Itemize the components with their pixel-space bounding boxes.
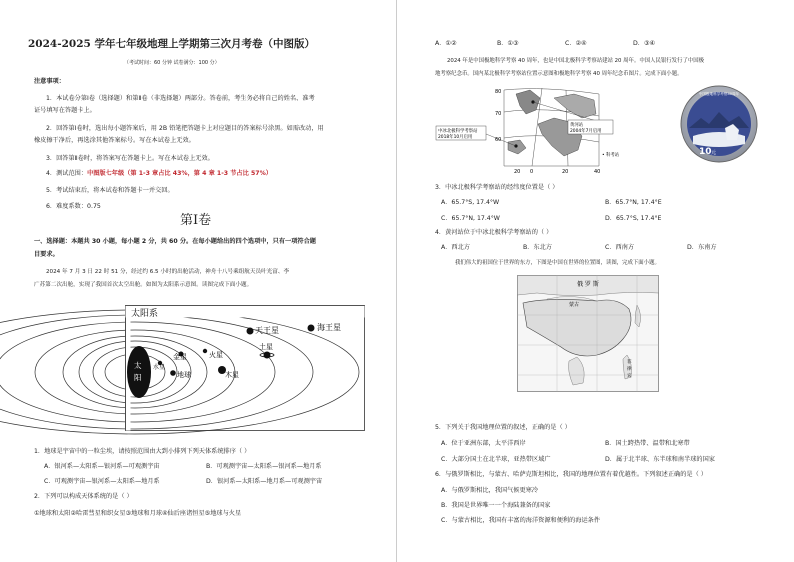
neptune-label: 海王星 xyxy=(317,323,341,332)
section-intro-a: 一、选择题：本题共 30 小题，每小题 2 分，共 60 分。在每小题给出的四个选项中，只有一项符合题 xyxy=(34,238,316,245)
passage-1a: 2024 年 7 月 3 日 22 时 51 分，经过约 6.5 小时的出舱活动，神舟十八号乘组航天员叶光富、李 xyxy=(46,269,290,275)
q3-option-a[interactable]: A．65.7°S, 17.4°W xyxy=(441,199,500,206)
lat-70: 70 xyxy=(495,111,502,117)
right-column xyxy=(397,0,794,562)
note-1a: 1．本试卷分第Ⅰ卷（选择题）和第Ⅱ卷（非选择题）两部分。答卷前，考生务必将自己的姓名、准考 xyxy=(46,95,315,102)
lon-20: 20 xyxy=(562,169,569,175)
passage-1b: 广苏第二次出舱，实现了我国首次太空出舱。如图为太阳系示意图。读图完成下面小题。 xyxy=(34,282,253,288)
q4-option-c[interactable]: C．西南方 xyxy=(605,244,635,251)
q3-stem: 3．中冰北极科学考察站的经纬度位置是（ ） xyxy=(435,184,559,191)
china-world-map xyxy=(517,275,659,392)
coin-inscription: 中国极地科学考察40周年 xyxy=(698,92,740,96)
section-title: 第Ⅰ卷 xyxy=(180,213,212,228)
jupiter-label: 木星 xyxy=(225,371,239,379)
q6-option-b[interactable]: B．我国是世界唯一一个海陆兼备的国家 xyxy=(441,502,551,509)
solar-system-diagram xyxy=(125,305,365,431)
coin-value: 10 xyxy=(699,147,712,157)
q5-option-c[interactable]: C．大部分国土在北半球，亚热带区域广 xyxy=(441,456,551,463)
q4-option-a[interactable]: A．西北方 xyxy=(441,244,470,251)
coin-unit: 元 xyxy=(711,150,717,156)
lat-60: 60 xyxy=(495,137,502,143)
q1-stem: 1．地球是宇宙中的一粒尘埃，请按照范围由大到小排列下列天体系统排序（ ） xyxy=(34,448,251,455)
note-5: 5．考试结束后，将本试卷和答题卡一并交回。 xyxy=(46,187,174,194)
station1-label-a: 中冰北极科学考察站 xyxy=(438,129,478,134)
station2-label-b: 2004年7月启用 xyxy=(570,129,602,134)
q5-option-b[interactable]: B．国土跨热带、温带和北寒带 xyxy=(605,440,690,447)
q3-option-b[interactable]: B．65.7°N, 17.4°E xyxy=(605,199,662,206)
saturn-label: 土星 xyxy=(259,343,273,351)
exam-meta: （考试时间：60 分钟 试卷满分：100 分） xyxy=(124,60,220,66)
philippines-label-3: 宾 xyxy=(627,374,632,379)
q2-stem: 2．下列可以构成天体系统的是（ ） xyxy=(34,493,133,500)
q5-option-d[interactable]: D．属于北半球、东半球和南半球的国家 xyxy=(605,456,715,463)
passage-3: 我们伟大的祖国位于世界的东方，下图是中国在世界的位置图，读图，完成下面小题。 xyxy=(455,260,660,266)
note-2b: 橡皮擦干净后，再选涂其他答案标号。写在本试卷上无效。 xyxy=(34,137,195,144)
sun-shape xyxy=(127,346,151,398)
section-intro-b: 目要求。 xyxy=(34,251,59,258)
uranus-label: 天王星 xyxy=(255,326,279,335)
exam-title: 2024-2025 学年七年级地理上学期第三次月考卷（中图版） xyxy=(28,38,315,50)
diagram-title: 太阳系 xyxy=(131,309,159,319)
q2-option-c[interactable]: C．②④ xyxy=(565,40,587,47)
note-1b: 证号填写在答题卡上。 xyxy=(34,107,96,114)
lat-80: 80 xyxy=(495,89,502,95)
q4-option-d[interactable]: D．东南方 xyxy=(687,244,717,251)
station2-label-a: 黄河站 xyxy=(570,123,584,128)
q1-option-d[interactable]: D．银河系—太阳系—地月系—可观测宇宙 xyxy=(206,478,323,485)
q6-option-c[interactable]: C．与蒙古相比，我国有丰富的海洋资源和便利的海运条件 xyxy=(441,517,601,524)
lon-0: 0 xyxy=(530,169,534,175)
q6-stem: 6．与俄罗斯相比，与蒙古、哈萨克斯坦相比，我国的地理位置有着优越性。下列叙述正确的是（ ） xyxy=(435,471,707,478)
sun-label-2: 阳 xyxy=(134,373,142,382)
q6-option-a[interactable]: A．与俄罗斯相比，我国气候更寒冷 xyxy=(441,487,539,494)
commemorative-coin xyxy=(679,84,759,164)
q3-option-c[interactable]: C．65.7°N, 17.4°W xyxy=(441,215,500,222)
q4-option-b[interactable]: B．东北方 xyxy=(523,244,552,251)
note-6: 6．难度系数：0.75 xyxy=(46,203,101,210)
note-4-scope: 中图版七年级（第 1-3 章占比 43%，第 4 章 1-3 节占比 57%） xyxy=(87,170,272,177)
note-4 xyxy=(46,170,272,178)
map-legend: • 科考站 xyxy=(602,153,620,158)
saturn-dot xyxy=(264,352,271,359)
notes-heading: 注意事项： xyxy=(34,78,65,85)
neptune-dot xyxy=(308,325,315,332)
mercury-label: 水星 xyxy=(153,364,166,371)
q2-option-d[interactable]: D．③④ xyxy=(633,40,656,47)
passage-2a: 2024 年是中国极地科学考察 40 周年，也是中国北极科学考察站建站 20 周年。中国人民银行发行了中国极 xyxy=(447,58,705,64)
passage-2b: 地考察纪念币。国内某北极科学考察站位置示意图和极地科学考察 40 周年纪念币图片。完成下面小题。 xyxy=(435,71,683,77)
mars-dot xyxy=(203,349,207,353)
lon-40: 40 xyxy=(594,169,601,175)
station1-label-b: 2018年10月启用 xyxy=(438,135,473,140)
earth-label: 地球 xyxy=(177,371,191,379)
q3-option-d[interactable]: D．65.7°S, 17.4°E xyxy=(605,215,662,222)
q5-stem: 5．下列关于我国地理位置的叙述，正确的是（ ） xyxy=(435,424,571,431)
q5-option-a[interactable]: A．位于亚洲东部，太平洋西岸 xyxy=(441,440,526,447)
q2-option-a[interactable]: A．①② xyxy=(435,40,457,47)
philippines-label-1: 菲 xyxy=(627,360,632,365)
q1-option-c[interactable]: C．可观测宇宙—银河系—太阳系—地月系 xyxy=(44,478,160,485)
note-4-prefix: 4．测试范围： xyxy=(46,170,88,177)
russia-label: 俄 罗 斯 xyxy=(577,281,599,288)
note-2a: 2．回答第Ⅰ卷时，选出每小题答案后，用 2B 铅笔把答题卡上对应题目的答案标号涂黑。如需改动，用 xyxy=(46,125,324,132)
arctic-station-map xyxy=(434,84,620,175)
venus-label: 金星 xyxy=(173,353,187,361)
sun-label-1: 太 xyxy=(134,361,142,370)
philippines-label-2: 律 xyxy=(627,367,632,372)
q2-option-b[interactable]: B．①③ xyxy=(497,40,519,47)
earth-dot xyxy=(170,370,176,376)
q1-option-b[interactable]: B．可观测宇宙—太阳系—银河系—地月系 xyxy=(206,463,322,470)
uranus-dot xyxy=(247,328,254,335)
mars-label: 火星 xyxy=(209,351,223,359)
note-3: 3．回答第Ⅱ卷时，将答案写在答题卡上。写在本试卷上无效。 xyxy=(46,155,214,162)
q1-option-a[interactable]: A．银河系—太阳系—银河系—可观测宇宙 xyxy=(44,463,160,470)
q4-stem: 4．黄河站位于中冰北极科学考察站的（ ） xyxy=(435,229,553,236)
lon-20w: 20 xyxy=(514,169,521,175)
q2-statements: ①地球和太阳②哈雷彗星和织女星③地球和月球④仙后座诸恒星⑤地球与火星 xyxy=(34,510,242,517)
mongolia-label: 蒙古 xyxy=(569,302,580,308)
